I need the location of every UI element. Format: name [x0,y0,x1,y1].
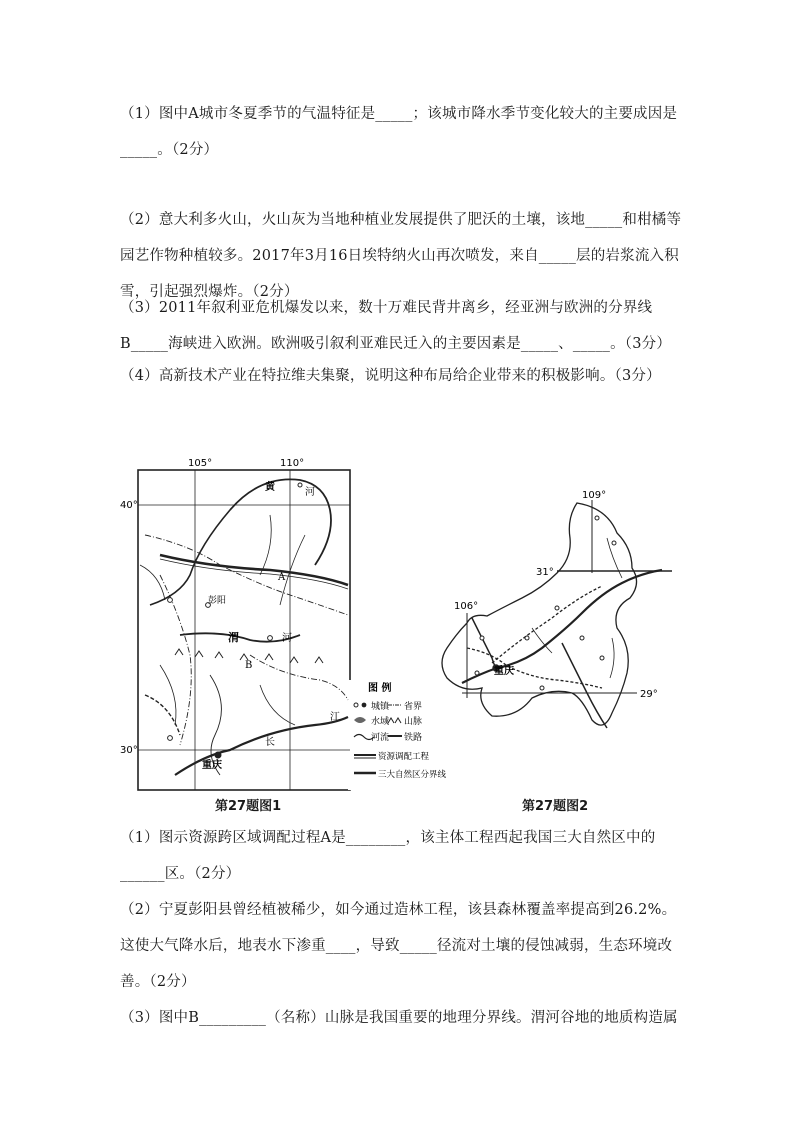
question-text: 意大利多火山，火山灰为当地种植业发展提供了肥沃的土壤，该地_____和柑橘等园艺作物种植较多。2017年3月16日埃特纳火山再次喷发，来自_____层的岩浆流入积雪，引起强烈爆炸。（2分） [120,212,682,300]
question-text: 2011年叙利亚危机爆发以来，数十万难民背井离乡，经亚洲与欧洲的分界线B_____海峡进入欧洲。欧洲吸引叙利亚难民迁入的主要因素是_____、_____。（3分） [120,300,672,352]
legend-mountain: 山脉 [404,717,423,727]
lon-label-106: 106° [454,601,479,612]
legend-title: 图 例 [368,683,392,694]
question-2-part2 [120,892,690,1000]
lon-label-110: 110° [280,458,305,469]
question-text: 高新技术产业在特拉维夫集聚，说明这种布局给企业带来的积极影响。（3分） [158,368,661,384]
pengyang-label: 彭阳 [208,596,227,606]
lat-label-31: 31° [536,567,554,578]
map-frame [138,470,350,790]
jiang-label: 江 [330,712,340,723]
question-text: 图中A城市冬夏季节的气温特征是_____；该城市降水季节变化较大的主要成因是_____。（2分） [120,106,678,158]
question-4-part1 [120,358,690,394]
legend-transfer: 资源调配工程 [378,752,430,762]
question-text: 图中B_________（名称）山脉是我国重要的地理分界线。渭河谷地的地质构造属 [158,1010,678,1026]
question-3-part2 [120,1000,690,1036]
point-a-label: A [278,572,286,583]
figure-2-map [432,488,677,753]
wei-he-label: 河 [282,633,292,644]
huang-label: 黄 [265,482,275,493]
figure-1-caption: 第27题图1 [215,799,282,814]
figure-2-caption: 第27题图2 [522,799,589,814]
question-3-part1 [120,290,690,362]
question-number: （1） [120,830,159,846]
chongqing-label-fig2: 重庆 [494,666,514,677]
legend-province: 省界 [404,702,423,712]
question-1-part2 [120,820,690,892]
yangtze-river [175,717,348,775]
question-number: （3） [120,1010,159,1026]
question-1-part1 [120,96,690,168]
chongqing-label: 重庆 [202,760,222,771]
legend-town: 城镇 [371,702,390,712]
chongqing-outline [442,503,637,725]
lon-label-109: 109° [582,490,607,501]
lat-label-30: 30° [120,745,138,756]
question-number: （3） [120,300,159,316]
lat-label-40: 40° [120,500,138,511]
legend-water: 水域 [371,717,390,727]
question-number: （1） [120,106,159,122]
chang-label: 长 [265,737,275,748]
wei-label: 渭 [228,631,239,644]
he-label: 河 [305,487,315,498]
point-b-label: B [245,660,253,671]
question-text: 宁夏彭阳县曾经植被稀少，如今通过造林工程，该县森林覆盖率提高到26.2%。这使大气降水后，地表水下渗重____，导致_____径流对土壤的侵蚀减弱，生态环境改善。（2分） [120,902,677,990]
question-number: （4） [120,368,159,384]
question-number: （2） [120,212,159,228]
legend-river: 河流 [371,733,390,743]
yellow-river [230,479,331,565]
lat-label-29: 29° [640,689,658,700]
yangtze-river-fig2 [462,570,662,683]
legend-boundary: 三大自然区分界线 [378,770,447,780]
lon-label-105: 105° [188,458,213,469]
question-number: （2） [120,902,159,918]
legend-railway: 铁路 [404,733,423,743]
figure-1-map [120,455,447,795]
question-text: 图示资源跨区域调配过程A是________，该主体工程西起我国三大自然区中的______区。（2分） [120,830,656,882]
